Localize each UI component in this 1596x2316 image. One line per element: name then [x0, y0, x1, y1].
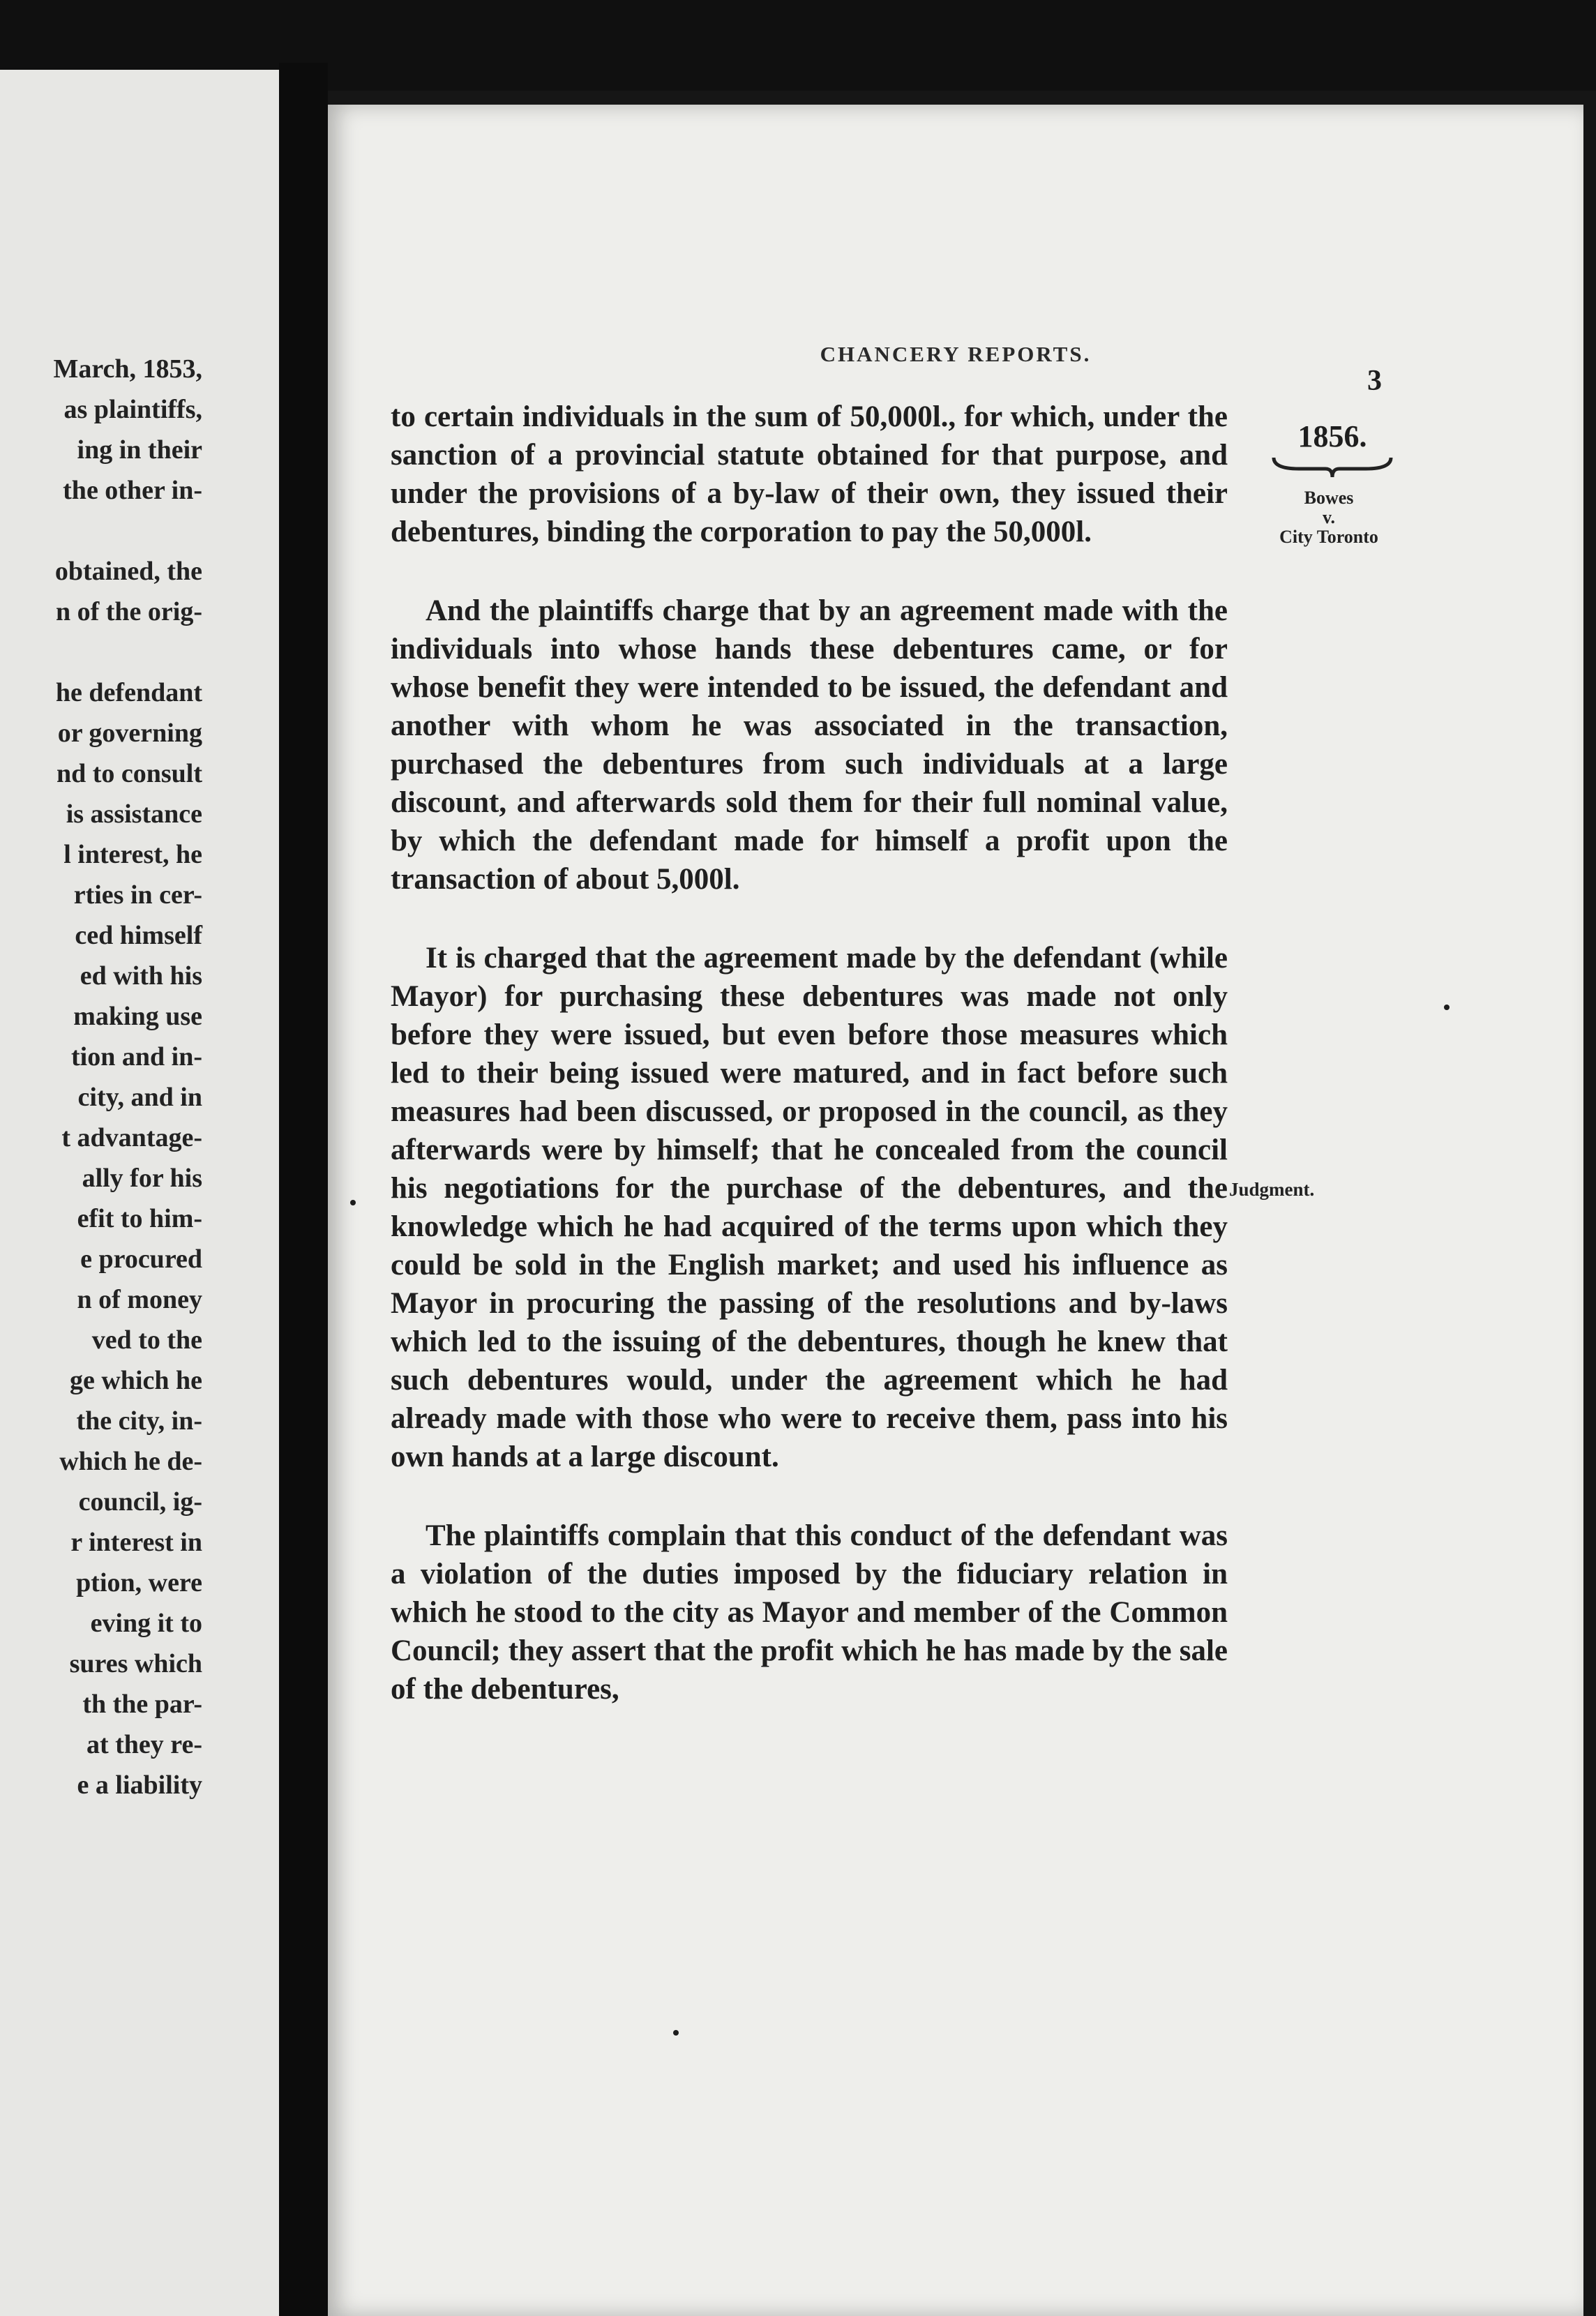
case-versus: v. — [1322, 507, 1336, 527]
case-party-1: Bowes — [1304, 488, 1354, 508]
previous-page-line: r interest in — [70, 1528, 202, 1557]
previous-page-line: ved to the — [91, 1325, 202, 1355]
margin-judgment-label: Judgment. — [1229, 1179, 1315, 1200]
margin-case-name — [1235, 488, 1423, 547]
previous-page-line: e a liability — [77, 1770, 202, 1800]
body-text — [391, 398, 1228, 1708]
previous-page-line — [0, 511, 202, 551]
previous-page-line: n of money — [77, 1285, 202, 1314]
main-page — [328, 105, 1583, 2316]
previous-page-line: ption, were — [76, 1568, 202, 1597]
previous-page-line: ge which he — [70, 1366, 202, 1395]
previous-page-line: th the par- — [82, 1690, 202, 1719]
dust-speck — [1444, 1005, 1450, 1010]
previous-page-line: e procured — [80, 1245, 202, 1274]
paragraph-2: And the plaintiffs charge that by an agreement made with the individuals into whose hands these debentures came, or for whose benefit they were intended to be issued, the defendant and another with whom he was associated in the transaction, purchased the debentures from such individuals at a large discount, and afterwards sold them for their full nominal value, by which the defendant made for himself a profit upon the transaction of about 5,000l. — [391, 594, 1228, 896]
dust-speck — [673, 2030, 679, 2036]
previous-page-line: ced himself — [75, 921, 202, 950]
previous-page-line: March, 1853, — [53, 354, 202, 384]
previous-page-text — [0, 349, 202, 1805]
previous-page-line: eving it to — [90, 1609, 202, 1638]
previous-page-line: which he de- — [59, 1447, 202, 1476]
paragraph-1: to certain individuals in the sum of 50,000l., for which, under the sanction of a provincial statute obtained for that purpose, and under the provisions of a by-law of their own, they issued their debentures, binding the corporation to pay the 50,000l. — [391, 400, 1228, 548]
previous-page-line: efit to him- — [77, 1204, 202, 1233]
previous-page-line: as plaintiffs, — [63, 395, 202, 424]
previous-page-line: council, ig- — [78, 1487, 202, 1517]
previous-page-fragment — [0, 70, 279, 2316]
previous-page-line: l interest, he — [63, 840, 202, 869]
previous-page-line: rties in cer- — [73, 880, 202, 910]
paragraph-4: The plaintiffs complain that this conduct of the defendant was a violation of the duties imposed by the fiduciary relation in which he stood to the city as Mayor and member of the Common Council; they assert that the profit which he has made by the sale of the debentures, — [391, 1519, 1228, 1706]
previous-page-line: ally for his — [82, 1164, 202, 1193]
running-head: CHANCERY REPORTS. — [820, 342, 1092, 366]
previous-page-line: sures which — [69, 1649, 202, 1678]
previous-page-line: or governing — [57, 719, 202, 748]
dust-speck — [350, 1200, 356, 1205]
book-gutter — [279, 63, 328, 2316]
previous-page-line: ing in their — [77, 435, 202, 465]
case-party-2: City Toronto — [1279, 527, 1378, 547]
previous-page-line: nd to consult — [56, 759, 202, 788]
previous-page-line: n of the orig- — [55, 597, 202, 626]
previous-page-line: he defendant — [55, 678, 202, 707]
previous-page-line: tion and in- — [71, 1042, 202, 1071]
previous-page-line: city, and in — [77, 1083, 202, 1112]
previous-page-line: t advantage- — [61, 1123, 202, 1152]
brace-icon — [1271, 453, 1394, 481]
margin-year: 1856. — [1297, 419, 1367, 453]
previous-page-line: obtained, the — [54, 557, 202, 586]
previous-page-line: is assistance — [66, 799, 202, 829]
previous-page-line: the other in- — [63, 476, 202, 505]
previous-page-line: at they re- — [86, 1730, 202, 1759]
paragraph-3: It is charged that the agreement made by the defendant (while Mayor) for purchasing these debentures was made not only before they were issued, but even before those measures which led to their being issued were matured, and in fact before such measures had been discussed, or proposed in the council, as they afterwards were by himself; that he concealed from the council his negotiations for the purchase of the debentures, and the knowledge which he had acquired of the terms upon which they could be sold in the English market; and used his influence as Mayor in procuring the passing of the resolutions and by-laws which led to the issuing of the debentures, though he knew that such debentures would, under the agreement which he had already made with those who were to receive them, pass into his own hands at a large discount. — [391, 942, 1228, 1473]
page-number: 3 — [1367, 365, 1382, 397]
previous-page-line — [0, 632, 202, 672]
previous-page-line: making use — [73, 1002, 202, 1031]
previous-page-line: ed with his — [80, 961, 202, 991]
previous-page-line: the city, in- — [76, 1406, 202, 1436]
